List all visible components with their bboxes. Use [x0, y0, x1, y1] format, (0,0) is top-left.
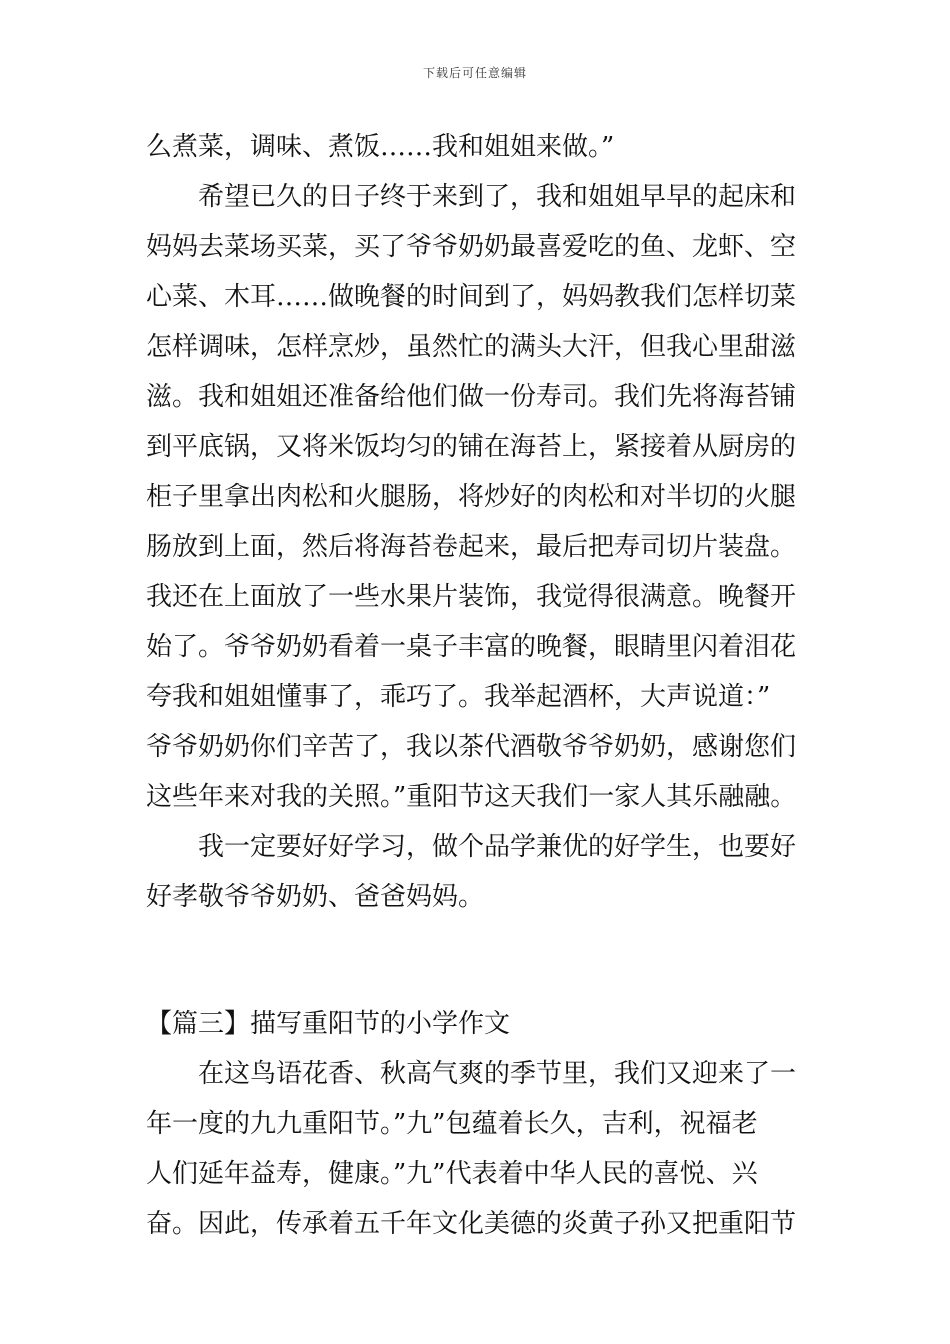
paragraph-line: 希望已久的日子终于来到了，我和姐姐早早的起床和: [198, 182, 797, 212]
section-gap: [146, 922, 810, 999]
paragraph-line: 这些年来对我的关照。”重阳节这天我们一家人其乐融融。: [146, 782, 797, 812]
paragraph-line: 怎样调味，怎样烹炒，虽然忙的满头大汗，但我心里甜滋: [146, 332, 797, 362]
paragraph-line: 奋。因此，传承着五千年文化美德的炎黄子孙又把重阳节: [146, 1209, 797, 1239]
paragraph-line: 我还在上面放了一些水果片装饰，我觉得很满意。晚餐开: [146, 582, 797, 612]
paragraph-line: 柜子里拿出肉松和火腿肠，将炒好的肉松和对半切的火腿: [146, 482, 797, 512]
paragraph-line: 肠放到上面，然后将海苔卷起来，最后把寿司切片装盘。: [146, 532, 797, 562]
document-body: [146, 122, 810, 1249]
paragraph-line: 到平底锅，又将米饭均匀的铺在海苔上，紧接着从厨房的: [146, 432, 797, 462]
paragraph-line: 夸我和姐姐懂事了，乖巧了。我举起酒杯，大声说道：”: [146, 682, 771, 712]
section-title: 【篇三】描写重阳节的小学作文: [146, 1009, 511, 1039]
paragraph-line: 始了。爷爷奶奶看着一桌子丰富的晚餐，眼睛里闪着泪花: [146, 632, 797, 662]
paragraph-line: 我一定要好好学习，做个品学兼优的好学生，也要好: [198, 832, 797, 862]
paragraph-line: 人们延年益寿，健康。”九”代表着中华人民的喜悦、兴: [146, 1159, 758, 1189]
paragraph-line: 年一度的九九重阳节。”九”包蕴着长久，吉利，祝福老: [146, 1109, 758, 1139]
paragraph-line: 爷爷奶奶你们辛苦了，我以茶代酒敬爷爷奶奶，感谢您们: [146, 732, 797, 762]
paragraph-line: 么煮菜，调味、煮饭……我和姐姐来做。”: [146, 132, 615, 162]
paragraph-line: 滋。我和姐姐还准备给他们做一份寿司。我们先将海苔铺: [146, 382, 797, 412]
paragraph-line: 在这鸟语花香、秋高气爽的季节里，我们又迎来了一: [198, 1059, 797, 1089]
paragraph-line: 好孝敬爷爷奶奶、爸爸妈妈。: [146, 882, 485, 912]
paragraph-line: 妈妈去菜场买菜，买了爷爷奶奶最喜爱吃的鱼、龙虾、空: [146, 232, 797, 262]
page-header: 下载后可任意编辑: [422, 66, 527, 80]
paragraph-line: 心菜、木耳……做晚餐的时间到了，妈妈教我们怎样切菜: [146, 282, 797, 312]
